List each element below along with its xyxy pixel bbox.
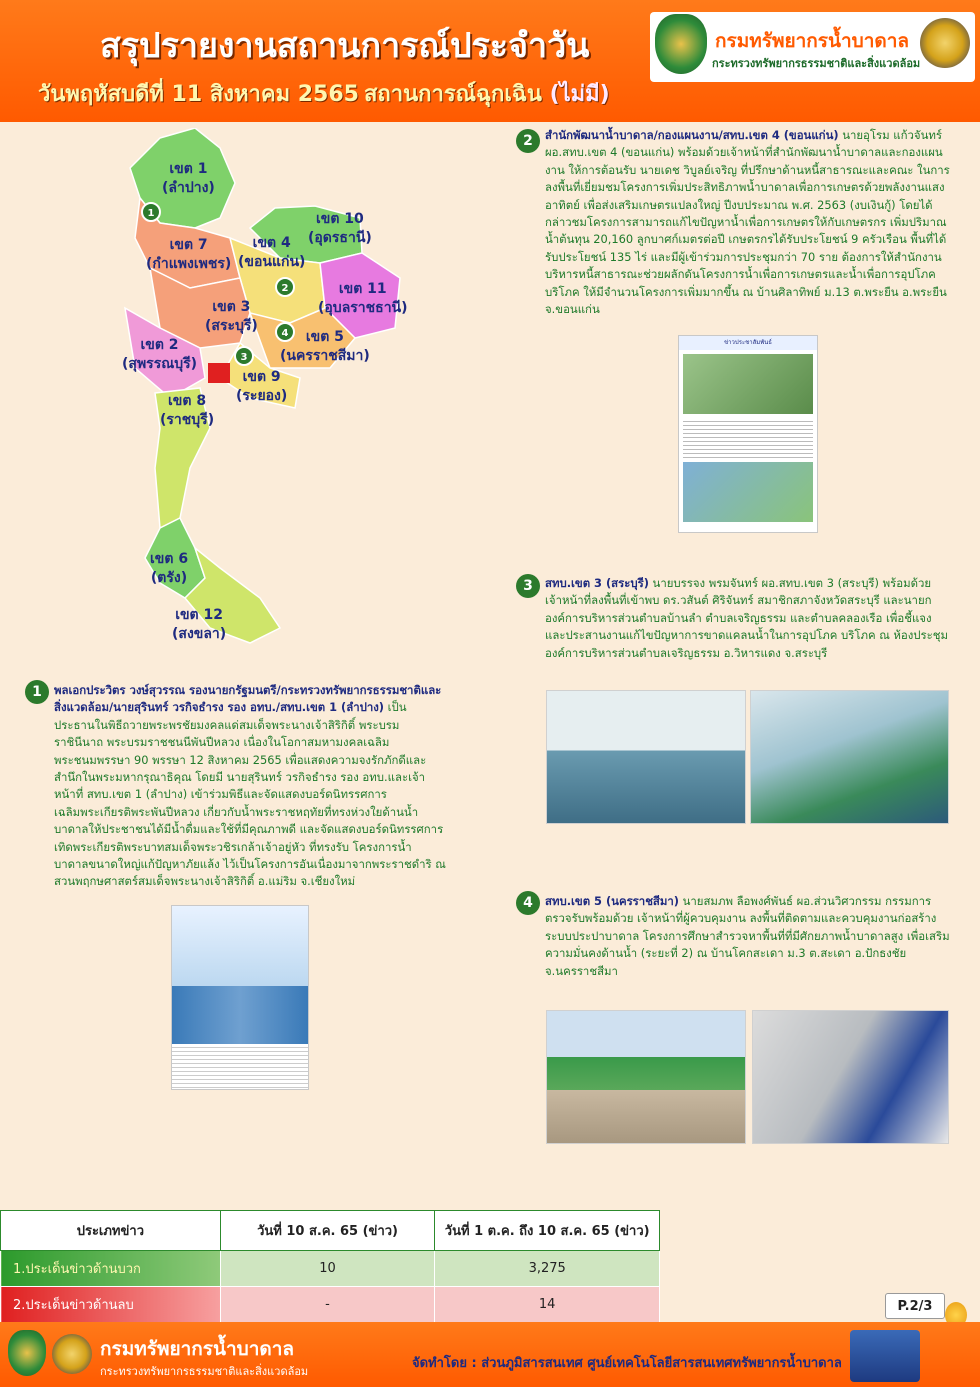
poster-2-photo-bottom (683, 462, 813, 522)
ministry-seal-icon (920, 18, 970, 68)
news-heading-1: พลเอกประวิตร วงษ์สุวรรณ รองนายกรัฐมนตรี/กระทรวงทรัพยากรธรรมชาติและสิ่งแวดล้อม/นายสุรินทร์ วรกิจธำรง รอง อทบ./สทบ.เขต 1 (ลำปาง) (54, 683, 442, 715)
news-body-1: เป็นประธานในพิธีถวายพระพรชัยมงคลแด่สมเด็จพระนางเจ้าสิริกิติ์ พระบรมราชินีนาถ พระบรมราชชนนีพันปีหลวง เนื่องในโอกาสมหามงคลเฉลิมพระชนมพรรษา 90 พรรษา 12 สิงหาคม 2565 เพื่อแสดงความจงรักภักดีและสำนึกในพระมหากรุณาธิคุณ โดยมี นายสุรินทร์ วรกิจธำรง รอง อทบ.และเจ้าหน้าที่ สทบ.เขต 1 (ลำปาง) เข้าร่วมพิธีและจัดแสดงบอร์ดนิทรรศการเฉลิมพระเกียรติพระพันปีหลวง เกี่ยวกับน้ำพระราชหฤทัยที่ทรงห่วงใยด้านน้ำบาดาลให้ประชาชนได้มีน้ำดื่มและใช้ที่มีคุณภาพดี และจัดแสดงบอร์ดนิทรรศการเทิดพระเกียรติพระบาทสมเด็จพระวชิรเกล้าเจ้าอยู่หัว ที่ทรงรับ โครงการน้ำบาดาลขนาดใหญ่แก้ปัญหาภัยแล้ง ไว้เป็นโครงการอันเนื่องมาจากพระราชดำริ ณ สวนพฤกษศาสตร์สมเด็จพระนางเจ้าสิริกิติ์ อ.แม่ริม จ.เชียงใหม่ (54, 700, 446, 889)
poster-1-gallery (172, 986, 308, 1044)
positive-day-count: 10 (220, 1251, 435, 1287)
negative-label: 2.ประเด็นข่าวด้านลบ (1, 1287, 221, 1323)
news-number-1: 1 (25, 680, 49, 704)
zone-label-9: เขต 9 (ระยอง) (236, 369, 288, 404)
dgr-seal-icon (655, 14, 707, 74)
poster-2-text-block (683, 418, 813, 458)
status-label: สถานการณ์ฉุกเฉิน (364, 82, 542, 107)
table-header-type: ประเภทข่าว (1, 1211, 221, 1251)
zone-label-6: เขต 6 (ตรัง) (150, 551, 189, 586)
news-item-1 (54, 682, 446, 891)
negative-total-count: 14 (435, 1287, 660, 1323)
news-number-3: 3 (516, 574, 540, 598)
news-3-photo-meeting (546, 690, 746, 824)
map-marker-4: 4 (275, 322, 295, 342)
footer-ministry: กระทรวงทรัพยากรธรรมชาติและสิ่งแวดล้อม (100, 1365, 309, 1378)
news-item-2 (545, 127, 950, 318)
header-org-name: กรมทรัพยากรน้ำบาดาล (715, 30, 910, 52)
news-stats-table (0, 1210, 660, 1323)
zone-label-7: เขต 7 (กำแพงเพชร) (146, 237, 232, 272)
zone-label-8: เขต 8 (ราชบุรี) (160, 393, 215, 428)
table-header-row (1, 1211, 660, 1251)
news-heading-3: สทบ.เขต 3 (สระบุรี) (545, 576, 649, 590)
news-item-3 (545, 575, 950, 662)
news-heading-2: สำนักพัฒนาน้ำบาดาล/กองแผนงาน/สทบ.เขต 4 (ขอนแก่น) (545, 128, 839, 142)
news-body-3: นายบรรจง พรมจันทร์ ผอ.สทบ.เขต 3 (สระบุรี) พร้อมด้วย เจ้าหน้าที่ลงพื้นที่เข้าพบ ดร.วสันต์ ศิริจันทร์ สมาชิกสภาจังหวัดสระบุรี และนายกองค์การบริหารส่วนตำบลบ้านลำ ตำบลเจริญธรรม และตำบลคลองเรือ เพื่อชี้แจงและประสานงานแก้ไขปัญหาการขาดแคลนน้ำในการอุปโภค บริโภค ณ ห้องประชุมองค์การบริหารส่วนตำบลเจริญธรรม อ.วิหารแดง จ.สระบุรี (545, 576, 948, 660)
table-header-total: วันที่ 1 ต.ค. ถึง 10 ส.ค. 65 (ข่าว) (435, 1211, 660, 1251)
table-row-negative (1, 1287, 660, 1323)
poster-1-text-block (172, 1044, 308, 1088)
footer-ministry-seal-icon (52, 1334, 92, 1374)
footer-credit (412, 1352, 842, 1373)
bangkok-region (208, 363, 230, 383)
news-heading-4: สทบ.เขต 5 (นครราชสีมา) (545, 894, 679, 908)
credit-prefix: จัดทำโดย : (412, 1356, 477, 1371)
page-number: P.2/3 (885, 1293, 945, 1319)
table-header-day: วันที่ 10 ส.ค. 65 (ข่าว) (220, 1211, 435, 1251)
credit-text: ส่วนภูมิสารสนเทศ ศูนย์เทคโนโลยีสารสนเทศทรัพยากรน้ำบาดาล (481, 1356, 842, 1371)
zone-label-4: เขต 4 (ขอนแก่น) (238, 235, 306, 270)
news-4-photo-site (546, 1010, 746, 1144)
news-body-4: นายสมภพ ลือพงศ์พันธ์ ผอ.ส่วนวิศวกรรม กรรมการตรวจรับพร้อมด้วย เจ้าหน้าที่ผู้ควบคุมงาน ลงพื้นที่ติดตามและควบคุมงานก่อสร้างระบบประปาบาดาล โครงการศึกษาสำรวจหาพื้นที่ที่มีศักยภาพน้ำบาดาลสูง เพื่อเสริมความมั่นคงด้านน้ำ (ระยะที่ 2) ณ บ้านโคกสะเดา ม.3 ต.สะเดา อ.ปักธงชัย จ.นครราชสีมา (545, 894, 950, 978)
footer-banner (0, 1322, 980, 1387)
news-poster-2 (678, 335, 818, 533)
header-banner (0, 0, 980, 122)
news-4-photo-control-panel (752, 1010, 949, 1144)
zone-label-1: เขต 1 (ลำปาง) (162, 161, 215, 196)
news-body-2: นายอุโรม แก้วจันทร์ ผอ.สทบ.เขต 4 (ขอนแก่น) พร้อมด้วยเจ้าหน้าที่สำนักพัฒนาน้ำบาดาลและกองแผนงาน ให้การต้อนรับ นายเดช วิบูลย์เจริญ ที่ปรึกษาด้านหนี้สาธารณะและคณะ ในการลงพื้นที่เยี่ยมชมโครงการเพิ่มประสิทธิภาพน้ำบาดาลเพื่อการเกษตรด้วยพลังงานแสงอาทิตย์ เพื่อส่งเสริมเกษตรแปลงใหญ่ ปีงบประมาณ พ.ศ. 2563 (งบเงินกู้) โดยได้กล่าวชมโครงการสามารถแก้ไขปัญหาน้ำเพื่อการเกษตรให้กับเกษตรกร เพิ่มปริมาณน้ำต้นทุน 20,160 ลูกบาศก์เมตรต่อปี เกษตรกรได้รับประโยชน์ 9 ครัวเรือน พื้นที่ได้รับประโยชน์ 135 ไร่ และมีผู้เข้าร่วมการประชุมกว่า 70 ราย ต้องการให้สำนักงานบริหารหนี้สาธารณะช่วยผลักดันโครงการน้ำเพื่อการเกษตรและน้ำเพื่อการอุปโภค บริโภค ให้มีจำนวนโครงการเพิ่มมากขึ้น ณ บ้านศิลาทิพย์ ม.13 ต.พระยืน อ.พระยืน จ.ขอนแก่น (545, 128, 950, 317)
page-title: สรุปรายงานสถานการณ์ประจำวัน (100, 26, 590, 66)
zone-label-3: เขต 3 (สระบุรี) (205, 299, 258, 334)
emergency-status (364, 76, 610, 111)
map-marker-2: 2 (275, 277, 295, 297)
map-marker-1: 1 (141, 202, 161, 222)
table-row-positive (1, 1251, 660, 1287)
news-3-photo-discussion (750, 690, 949, 824)
header-ministry: กระทรวงทรัพยากรธรรมชาติและสิ่งแวดล้อม (712, 57, 921, 70)
map-marker-3: 3 (234, 346, 254, 366)
news-item-4 (545, 893, 950, 980)
news-number-2: 2 (516, 129, 540, 153)
zone-label-11: เขต 11 (อุบลราชธานี) (318, 281, 408, 316)
footer-org-name: กรมทรัพยากรน้ำบาดาล (100, 1338, 295, 1360)
positive-label: 1.ประเด็นข่าวด้านบวก (1, 1251, 221, 1287)
news-number-4: 4 (516, 891, 540, 915)
poster-2-heading: ข่าวประชาสัมพันธ์ (679, 336, 817, 350)
poster-1-banner (172, 906, 308, 986)
news-poster-1 (171, 905, 309, 1090)
poster-2-photo-top (683, 354, 813, 414)
status-value: (ไม่มี) (549, 82, 610, 107)
drilling-truck-icon (850, 1330, 920, 1382)
positive-total-count: 3,275 (435, 1251, 660, 1287)
negative-day-count: - (220, 1287, 435, 1323)
footer-dgr-seal-icon (8, 1330, 46, 1376)
zone-label-2: เขต 2 (สุพรรณบุรี) (122, 337, 198, 372)
report-date: วันพฤหัสบดีที่ 11 สิงหาคม 2565 (38, 82, 359, 107)
zone-label-10: เขต 10 (อุดรธานี) (308, 211, 372, 246)
zone-label-5: เขต 5 (นครราชสีมา) (280, 329, 370, 364)
zone-label-12: เขต 12 (สงขลา) (172, 607, 227, 642)
